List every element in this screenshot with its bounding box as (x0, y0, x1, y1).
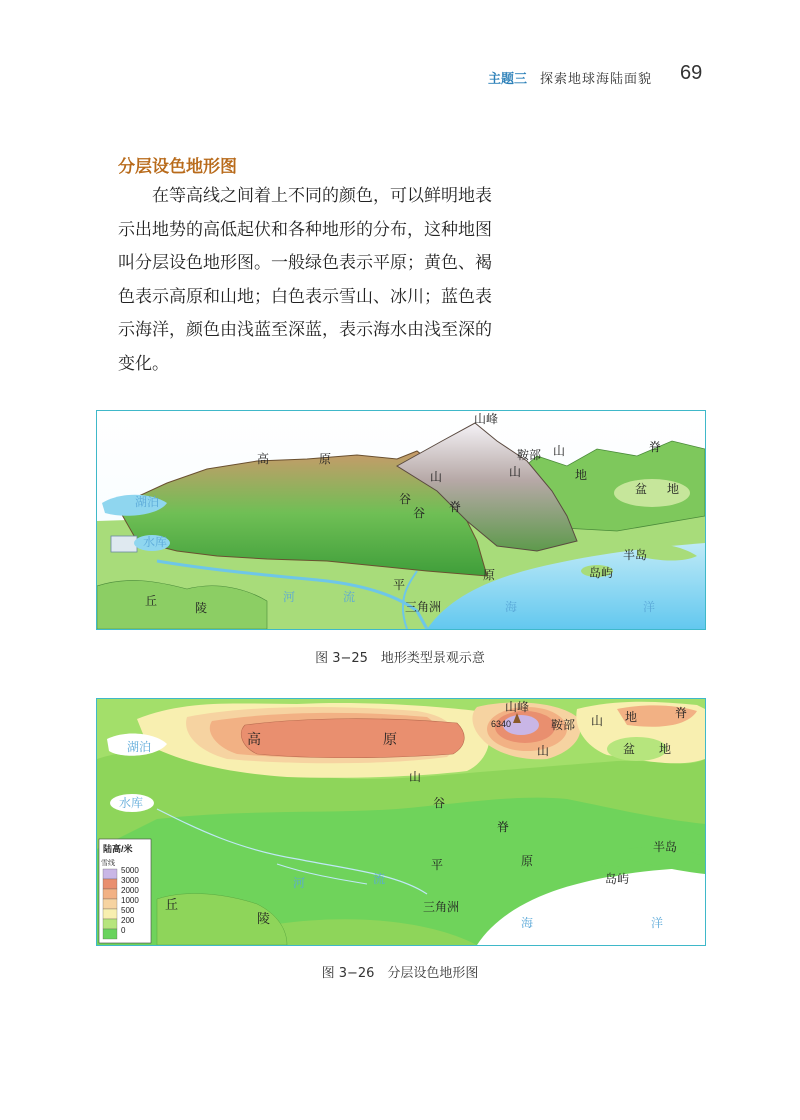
label-delta: 三角洲 (405, 600, 442, 614)
legend-swatch (103, 929, 117, 939)
figure-landscape (96, 410, 706, 630)
legend (99, 839, 151, 943)
label-plain-a: 平 (431, 858, 444, 872)
label-mtn-land: 地 (625, 710, 638, 724)
label-mtn-land: 地 (575, 468, 588, 482)
label-basin-b: 地 (667, 482, 680, 496)
legend-level: 500 (121, 906, 135, 915)
label-plain-a: 平 (393, 578, 406, 592)
label-river-b: 流 (373, 872, 386, 886)
label-valley-a: 山 (537, 744, 550, 758)
map-plateau-3000 (241, 719, 464, 758)
legend-level: 2000 (121, 886, 139, 895)
header-title: 探索地球海陆面貌 (540, 72, 653, 87)
label-plain-b: 原 (483, 568, 496, 582)
legend-swatch (103, 909, 117, 919)
map-basin (607, 737, 667, 761)
label-lake: 湖泊 (127, 740, 152, 754)
label-sea-a: 海 (505, 600, 518, 614)
label-lake: 湖泊 (135, 495, 160, 509)
reservoir-dam (111, 536, 137, 552)
legend-swatch (103, 919, 117, 929)
label-valley-c: 谷 (413, 506, 426, 520)
label-hill-b: 陵 (257, 912, 271, 927)
label-river-a: 河 (293, 876, 306, 890)
legend-title: 陆高/米 (103, 844, 133, 854)
label-valley-c: 谷 (433, 796, 446, 810)
legend-swatch (103, 879, 117, 889)
label-island: 岛屿 (605, 872, 630, 886)
legend-level: 5000 (121, 866, 139, 875)
label-valley-b: 山 (409, 770, 422, 784)
legend-level: 0 (121, 926, 126, 935)
label-river-b: 流 (343, 590, 356, 604)
figure-layered-map (96, 698, 706, 946)
label-elevation: 6340 (491, 719, 512, 729)
landscape-illustration (97, 411, 705, 629)
figure1-caption: 图 3−25 地形类型景观示意 (315, 651, 485, 666)
legend-level: 1000 (121, 896, 139, 905)
label-reservoir: 水库 (119, 796, 144, 810)
label-ridge-b: 脊 (497, 820, 510, 834)
label-hill-b: 陵 (195, 601, 208, 615)
label-sea-b: 洋 (651, 916, 664, 930)
label-basin-b: 地 (659, 742, 672, 756)
label-sea-b: 洋 (643, 600, 656, 614)
label-plain-b: 原 (521, 854, 534, 868)
legend-level: 200 (121, 916, 135, 925)
label-mtn-b: 山 (509, 465, 522, 479)
label-saddle: 鞍部 (517, 448, 542, 462)
label-plateau-b: 原 (319, 452, 332, 466)
label-peninsula: 半岛 (623, 548, 648, 562)
label-hill-a: 丘 (145, 594, 158, 608)
label-ridge-a: 脊 (649, 440, 662, 454)
label-plateau-b: 原 (383, 732, 397, 748)
page-header (0, 62, 800, 92)
label-river-a: 河 (283, 590, 296, 604)
label-peninsula: 半岛 (653, 840, 678, 854)
label-valley-a: 山 (430, 470, 443, 484)
legend-swatch (103, 899, 117, 909)
label-plateau-a: 高 (257, 452, 270, 466)
layered-tint-map (97, 699, 705, 945)
page-number: 69 (680, 62, 703, 84)
label-ridge-b: 脊 (449, 500, 462, 514)
section-title: 分层设色地形图 (118, 157, 237, 177)
label-saddle: 鞍部 (551, 718, 576, 732)
label-peak: 山峰 (474, 412, 499, 426)
label-delta: 三角洲 (423, 900, 460, 914)
label-plateau-a: 高 (247, 732, 261, 748)
label-reservoir: 水库 (143, 535, 168, 549)
label-island: 岛屿 (589, 566, 614, 580)
label-peak: 山峰 (505, 700, 530, 714)
label-ridge-a: 脊 (675, 706, 688, 720)
label-basin-a: 盆 (635, 482, 648, 496)
legend-swatch (103, 889, 117, 899)
label-basin-a: 盆 (623, 742, 636, 756)
label-valley-b: 谷 (399, 492, 412, 506)
label-sea-a: 海 (521, 916, 534, 930)
section-paragraph: 在等高线之间着上不同的颜色，可以鲜明地表示出地势的高低起伏和各种地形的分布，这种地图叫分层设色地形图。一般绿色表示平原；黄色、褐色表示高原和山地；白色表示雪山、冰川；蓝色表示海洋，颜色由浅蓝至深蓝，表示海水由浅至深的变化。 (118, 186, 492, 374)
legend-level: 3000 (121, 876, 139, 885)
label-mtn-a: 山 (553, 444, 566, 458)
legend-swatch (103, 869, 117, 879)
label-hill-a: 丘 (165, 898, 179, 913)
legend-snowline: 雪线 (101, 860, 115, 867)
label-mtn-a: 山 (591, 714, 604, 728)
header-topic: 主题三 (488, 72, 528, 87)
figure2-caption: 图 3−26 分层设色地形图 (321, 966, 479, 981)
